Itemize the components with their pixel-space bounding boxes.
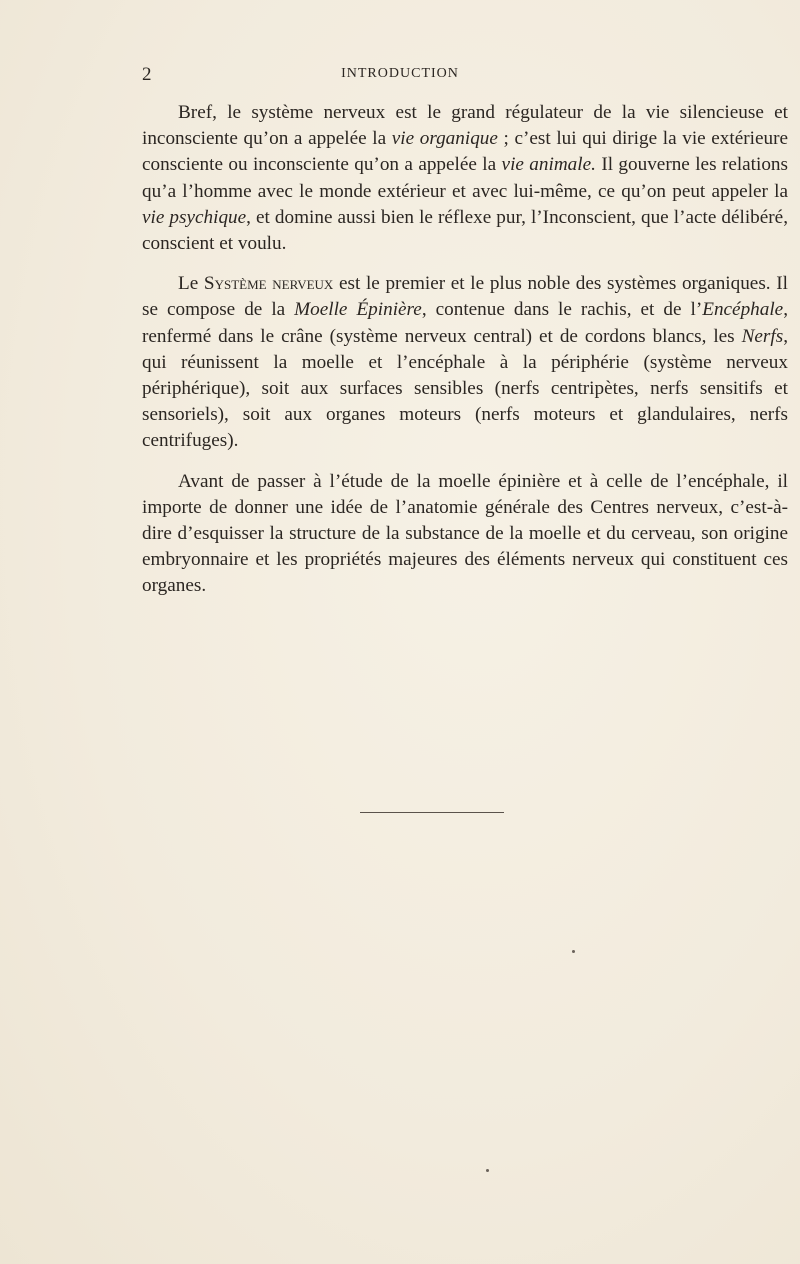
- running-head: INTRODUCTION: [341, 66, 459, 81]
- body-text: [142, 100, 788, 600]
- emphasis-vie-organique: vie organique: [391, 128, 498, 150]
- page-number: 2: [142, 64, 152, 85]
- emphasis-encephale: Encéphale: [702, 299, 784, 321]
- text-run: , qui réunissent la moelle et l’encéphale à la périphérie (système nerveux périphérique), soit aux surfaces sensibles (nerfs centripètes, nerfs sensitifs et sensoriels), soit aux organes moteurs (nerfs moteurs et glandulaires, nerfs centrifuges).: [142, 325, 788, 452]
- text-run: Il gouverne les relations qu’a l’homme avec le monde extérieur et avec lui-même, ce qu’on peut appeler la: [142, 154, 788, 202]
- small-caps-systeme-nerveux: Système nerveux: [203, 273, 334, 295]
- paragraph-1: [142, 100, 788, 257]
- section-rule: [360, 812, 504, 813]
- emphasis-nerfs: Nerfs: [741, 325, 784, 347]
- text-run: Bref, le système nerveux est le grand régulateur de la vie silencieuse et inconsciente qu’on a appelée la: [142, 102, 788, 150]
- text-run: , et domine aussi bien le réflexe pur, l’Inconscient, que l’acte délibéré, conscient et voulu.: [142, 206, 788, 255]
- text-run: , renfermé dans le crâne (système nerveux central) et de cordons blancs, les: [142, 299, 788, 347]
- text-run: est le premier et le plus noble des systèmes organiques. Il se compose de la: [142, 273, 788, 321]
- paragraph-2: [142, 271, 788, 454]
- emphasis-vie-animale: vie animale.: [501, 154, 596, 176]
- paragraph-3: Avant de passer à l’étude de la moelle épinière et à celle de l’encéphale, il importe de donner une idée de l’anatomie générale des Centres nerveux, c’est-à-dire d’esquisser la structure de la substance de la moelle et du cerveau, son origine embryonnaire et les propriétés majeures des éléments nerveux qui constituent ces organes.: [142, 470, 788, 597]
- text-run: Le: [178, 273, 204, 295]
- emphasis-moelle-epiniere: Moelle Épinière: [294, 299, 422, 321]
- text-run: , contenue dans le rachis, et de l’: [421, 299, 703, 321]
- paper-speck: [486, 1169, 489, 1172]
- text-run: ; c’est lui qui dirige la vie extérieure consciente ou inconsciente qu’on a appelée la: [142, 128, 788, 176]
- paper-speck: [572, 950, 575, 953]
- emphasis-vie-psychique: vie psychique: [142, 206, 247, 228]
